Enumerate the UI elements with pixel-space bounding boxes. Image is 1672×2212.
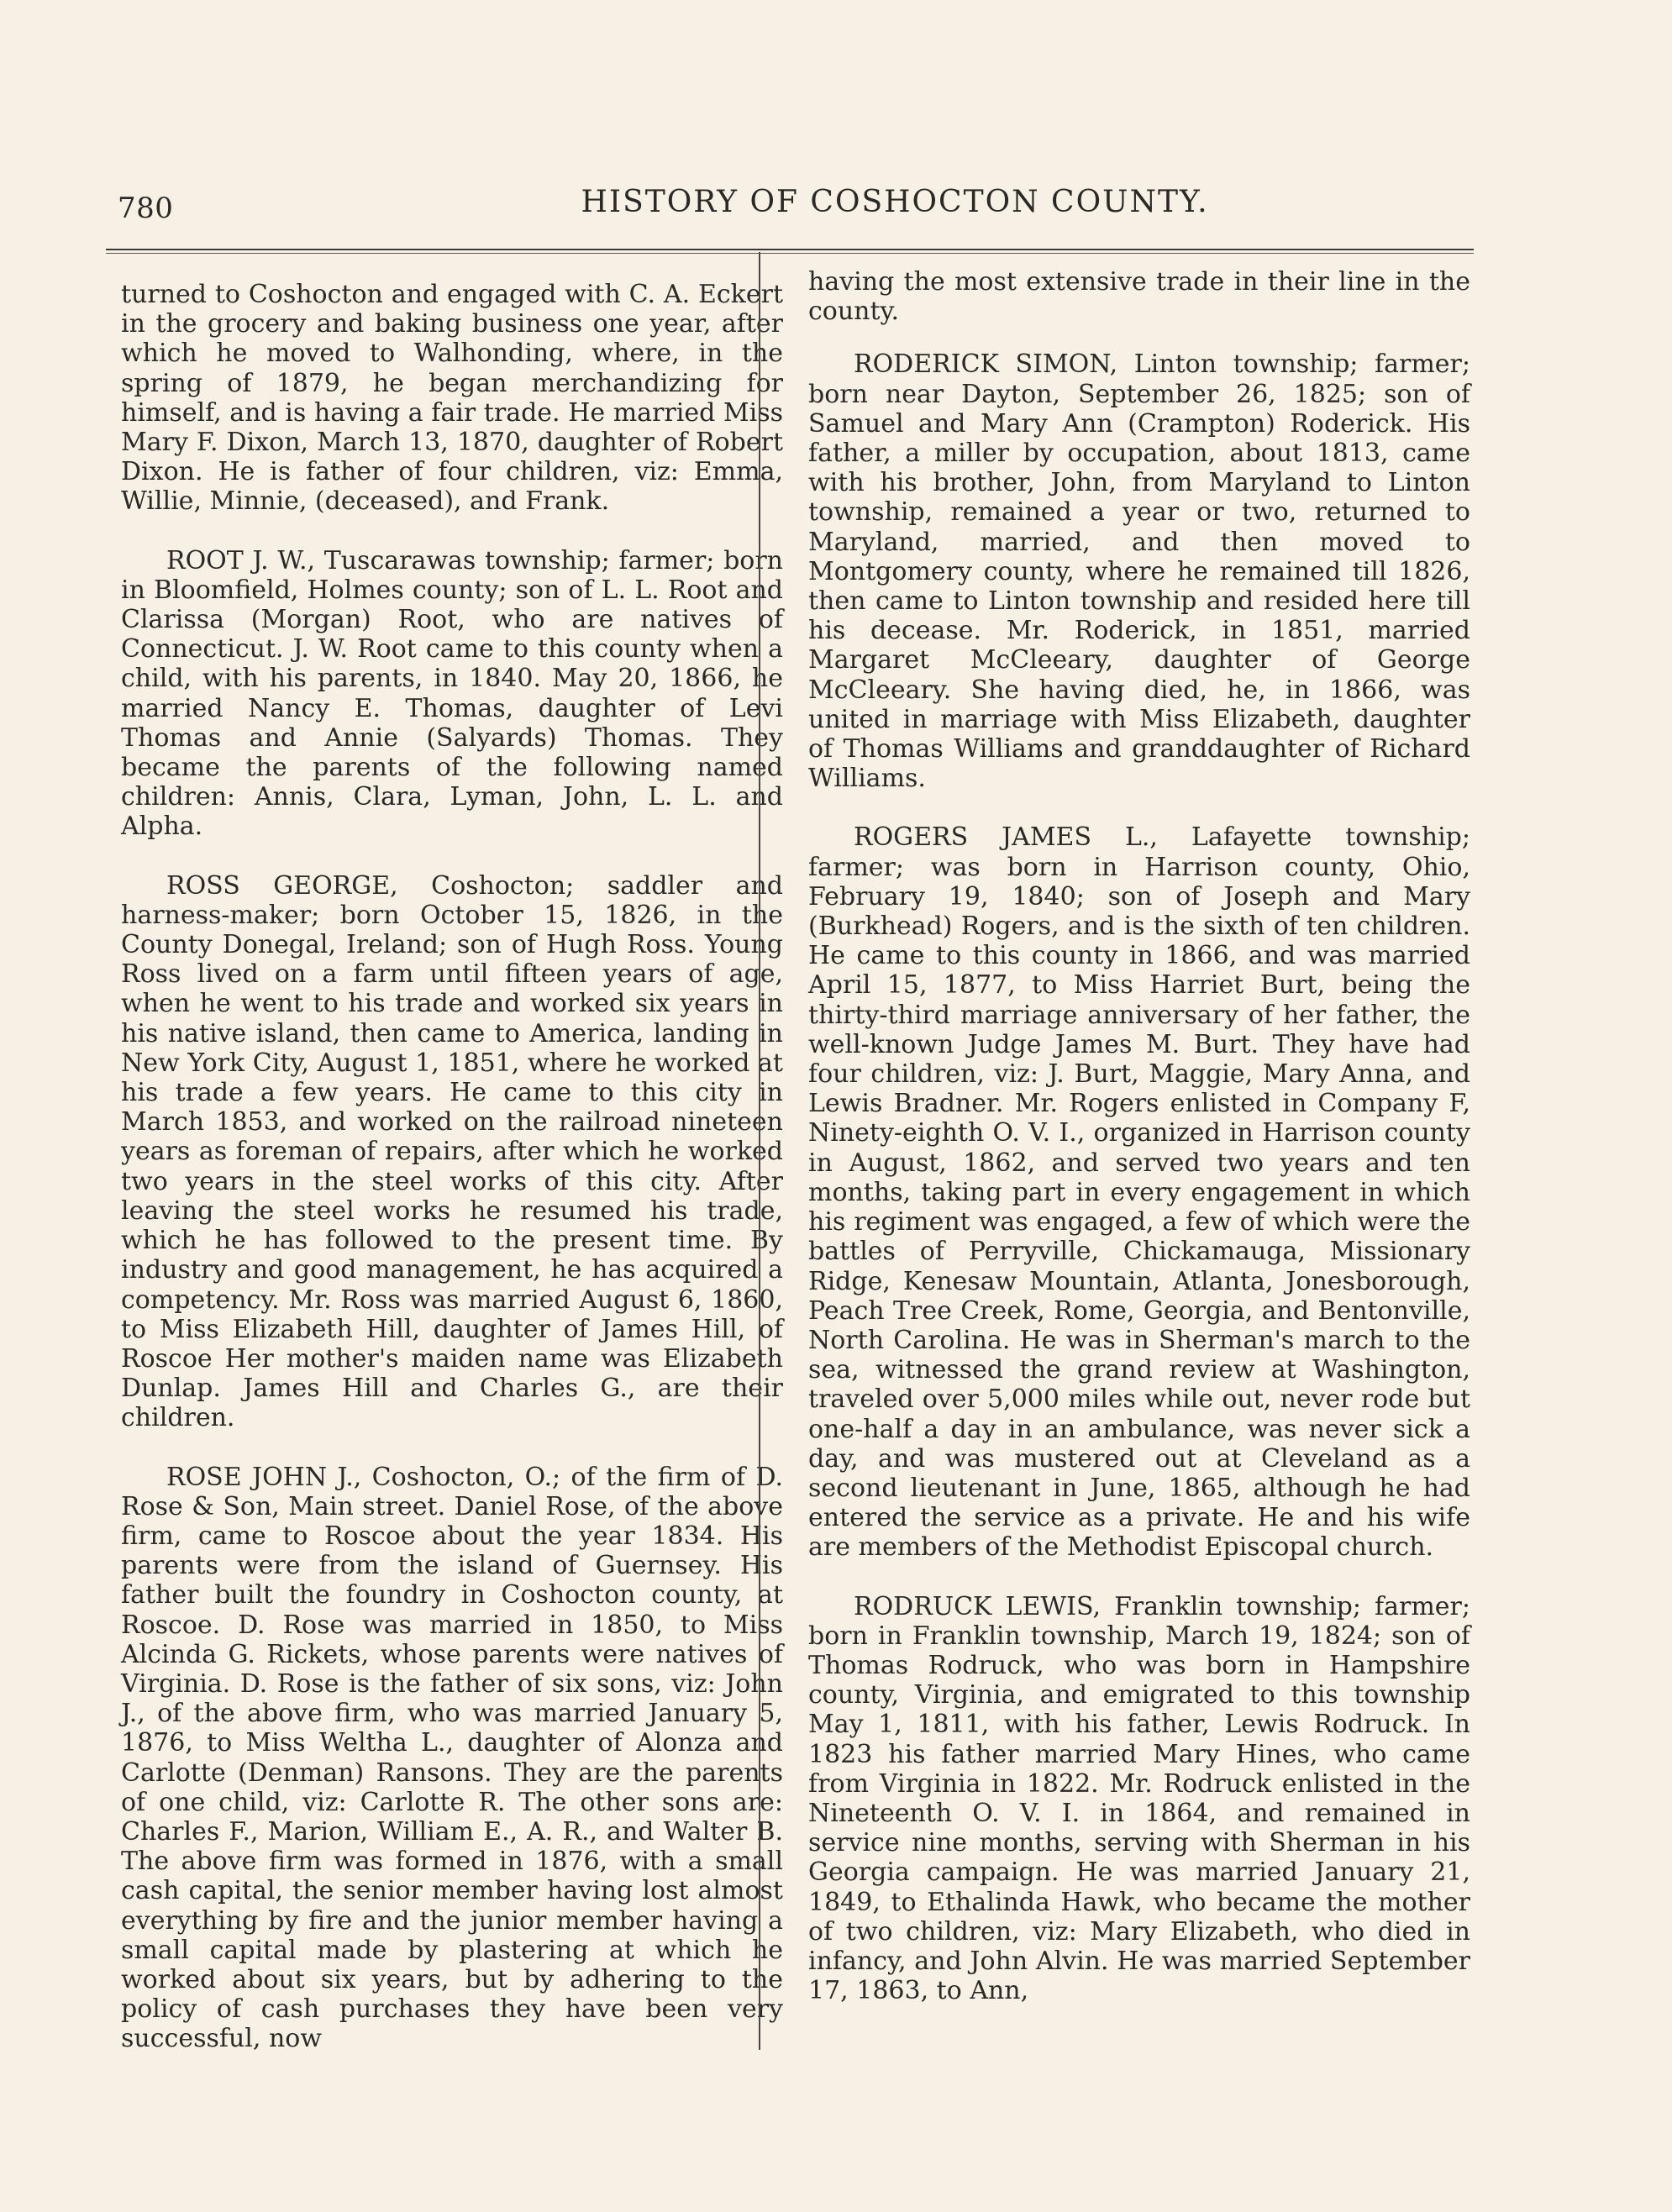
column-divider [759,252,760,2050]
entry-roderick-simon: RODERICK SIMON, Linton township; farmer; born near Dayton, September 26, 1825; son of Samuel and Mary Ann (Crampton) Roderick. His father, a miller by occupation, about 1813, came with his brother, John, from Maryland to Linton township, remained a year or two, returned to Maryland, married, and then moved to Montgomery county, where he remained till 1826, then came to Linton township and resided here till his decease. Mr. Roderick, in 1851, married Margaret McCleeary, daughter of George McCleeary. She having died, he, in 1866, was united in marriage with Miss Elizabeth, daughter of Thomas Williams and granddaughter of Richard Williams. [808,349,1470,794]
header-rule [106,249,1474,250]
entry-rose-john: ROSE JOHN J., Coshocton, O.; of the firm of D. Rose & Son, Main street. Daniel Rose, of the above firm, came to Roscoe about the year 1834. His parents were from the island of Guernsey. His father built the foundry in Coshocton county, at Roscoe. D. Rose was married in 1850, to Miss Alcinda G. Rickets, whose parents were natives of Virginia. D. Rose is the father of six sons, viz: John J., of the above firm, who was married January 5, 1876, to Miss Weltha L., daughter of Alonza and Carlotte (Denman) Ransons. They are the parents of one child, viz: Carlotte R. The other sons are: Charles F., Marion, William E., A. R., and Walter B. The above firm was formed in 1876, with a small cash capital, the senior member having lost almost everything by fire and the junior member having a small capital made by plastering at which he worked about six years, but by adhering to the policy of cash purchases they have been very successful, now [121,1462,783,2054]
entry-root-jw: ROOT J. W., Tuscarawas township; farmer; born in Bloomfield, Holmes county; son of L. L. Root and Clarissa (Morgan) Root, who are natives of Connecticut. J. W. Root came to this county when a child, with his parents, in 1840. May 20, 1866, he married Nancy E. Thomas, daughter of Levi Thomas and Annie (Salyards) Thomas. They became the parents of the following named children: Annis, Clara, Lyman, John, L. L. and Alpha. [121,545,783,842]
header-rule-secondary [106,253,1474,254]
page-number: 780 [118,192,174,225]
paragraph-continuation: having the most extensive trade in their line in the county. [808,267,1470,327]
entry-rodruck-lewis: RODRUCK LEWIS, Franklin township; farmer; born in Franklin township, March 19, 1824; son of Thomas Rodruck, who was born in Hampshire county, Virginia, and emigrated to this township May 1, 1811, with his father, Lewis Rodruck. In 1823 his father married Mary Hines, who came from Virginia in 1822. Mr. Rodruck enlisted in the Nineteenth O. V. I. in 1864, and remained in service nine months, serving with Sherman in his Georgia campaign. He was married January 21, 1849, to Ethalinda Hawk, who became the mother of two children, viz: Mary Elizabeth, who died in infancy, and John Alvin. He was married September 17, 1863, to Ann, [808,1591,1470,2006]
entry-rogers-james: ROGERS JAMES L., Lafayette township; farmer; was born in Harrison county, Ohio, February 19, 1840; son of Joseph and Mary (Burkhead) Rogers, and is the sixth of ten children. He came to this county in 1866, and was married April 15, 1877, to Miss Harriet Burt, being the thirty-third marriage anniversary of her father, the well-known Judge James M. Burt. They have had four children, viz: J. Burt, Maggie, Mary Anna, and Lewis Bradner. Mr. Rogers enlisted in Company F, Ninety-eighth O. V. I., organized in Harrison county in August, 1862, and served two years and ten months, taking part in every engagement in which his regiment was engaged, a few of which were the battles of Perryville, Chickamauga, Missionary Ridge, Kenesaw Mountain, Atlanta, Jonesborough, Peach Tree Creek, Rome, Georgia, and Bentonville, North Carolina. He was in Sherman's march to the sea, witnessed the grand review at Washington, traveled over 5,000 miles while out, never rode but one-half a day in an ambulance, was never sick a day, and was mustered out at Cleveland as a second lieutenant in June, 1865, although he had entered the service as a private. He and his wife are members of the Methodist Episcopal church. [808,822,1470,1563]
entry-ross-george: ROSS GEORGE, Coshocton; saddler and harness-maker; born October 15, 1826, in the County Donegal, Ireland; son of Hugh Ross. Young Ross lived on a farm until fifteen years of age, when he went to his trade and worked six years in his native island, then came to America, landing in New York City, August 1, 1851, where he worked at his trade a few years. He came to this city in March 1853, and worked on the railroad nineteen years as foreman of repairs, after which he worked two years in the steel works of this city. After leaving the steel works he resumed his trade, which he has followed to the present time. By industry and good management, he has acquired a competency. Mr. Ross was married August 6, 1860, to Miss Elizabeth Hill, daughter of James Hill, of Roscoe Her mother's maiden name was Elizabeth Dunlap. James Hill and Charles G., are their children. [121,870,783,1433]
running-head-title: HISTORY OF COSHOCTON COUNTY. [581,185,1209,219]
left-column [121,280,783,2054]
paragraph-continuation: turned to Coshocton and engaged with C. A. Eckert in the grocery and baking business one year, after which he moved to Walhonding, where, in the spring of 1879, he began merchandizing for himself, and is having a fair trade. He married Miss Mary F. Dixon, March 13, 1870, daughter of Robert Dixon. He is father of four children, viz: Emma, Willie, Minnie, (deceased), and Frank. [121,280,783,517]
right-column [808,267,1470,2005]
